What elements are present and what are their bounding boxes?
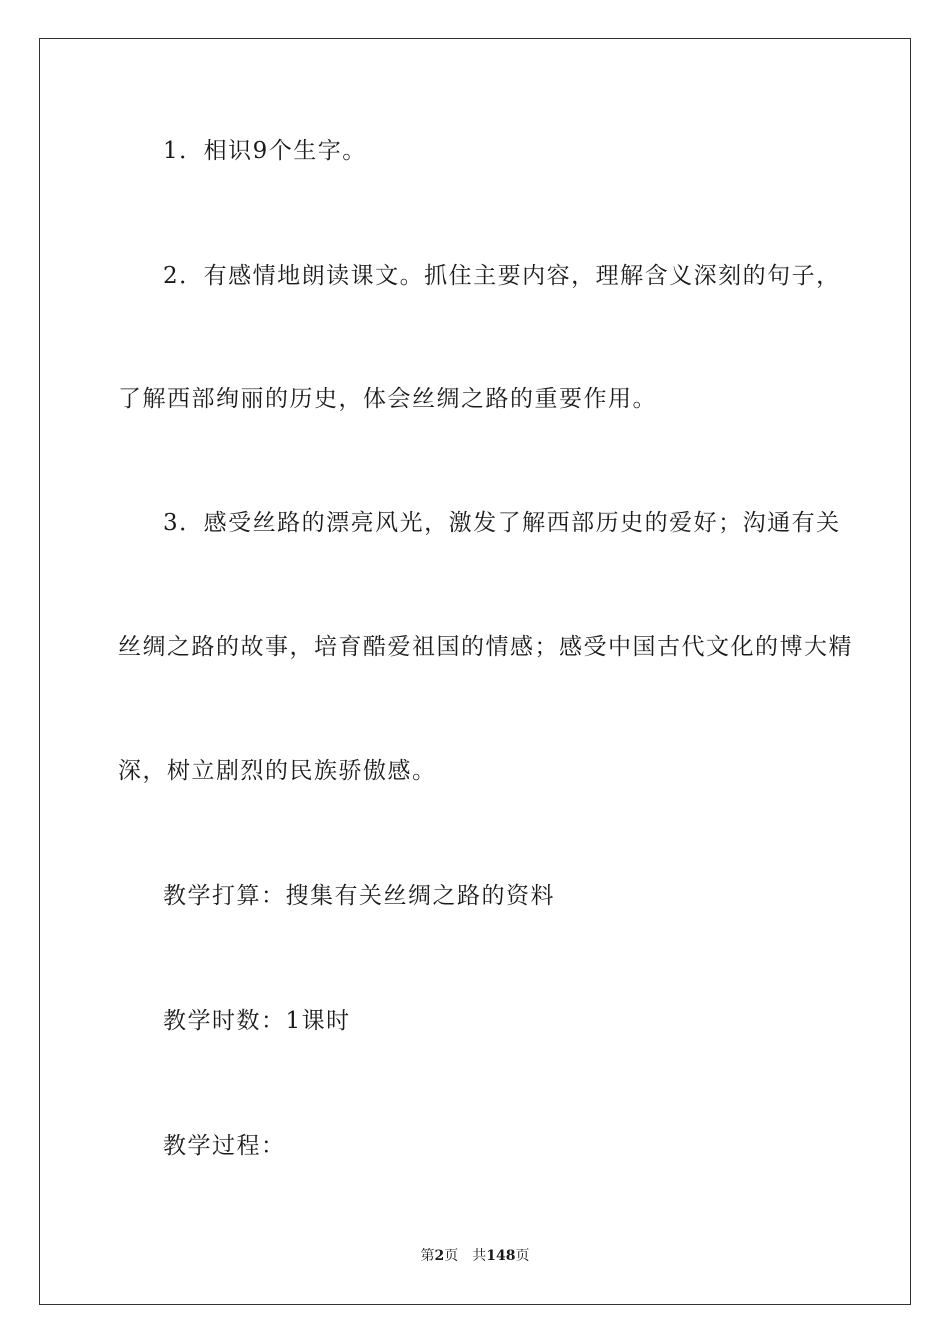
page-prefix: 第: [420, 1248, 435, 1264]
objective-2-line-1: 2．有感情地朗读课文。抓住主要内容，理解含义深刻的句子，: [163, 263, 841, 289]
total-pages: 148: [486, 1248, 516, 1264]
objective-3-line-2: 丝绸之路的故事，培育酷爱祖国的情感；感受中国古代文化的博大精: [118, 634, 853, 660]
objective-3-line-3: 深，树立剧烈的民族骄傲感。: [118, 758, 437, 784]
teaching-preparation: 教学打算：搜集有关丝绸之路的资料: [163, 883, 555, 909]
teaching-process-heading: 教学过程：: [163, 1133, 286, 1159]
objective-1: 1．相识9个生字。: [163, 138, 367, 164]
page-number: 2: [434, 1248, 445, 1264]
total-prefix: 共: [472, 1248, 487, 1264]
objective-2-line-2: 了解西部绚丽的历史，体会丝绸之路的重要作用。: [118, 386, 657, 412]
page-suffix: 页: [444, 1248, 459, 1264]
teaching-hours: 教学时数：1课时: [163, 1008, 351, 1034]
objective-3-line-1: 3．感受丝路的漂亮风光，激发了解西部历史的爱好；沟通有关: [163, 510, 841, 536]
page-frame: [39, 38, 911, 1305]
page-footer: [0, 1247, 950, 1265]
total-suffix: 页: [515, 1248, 530, 1264]
